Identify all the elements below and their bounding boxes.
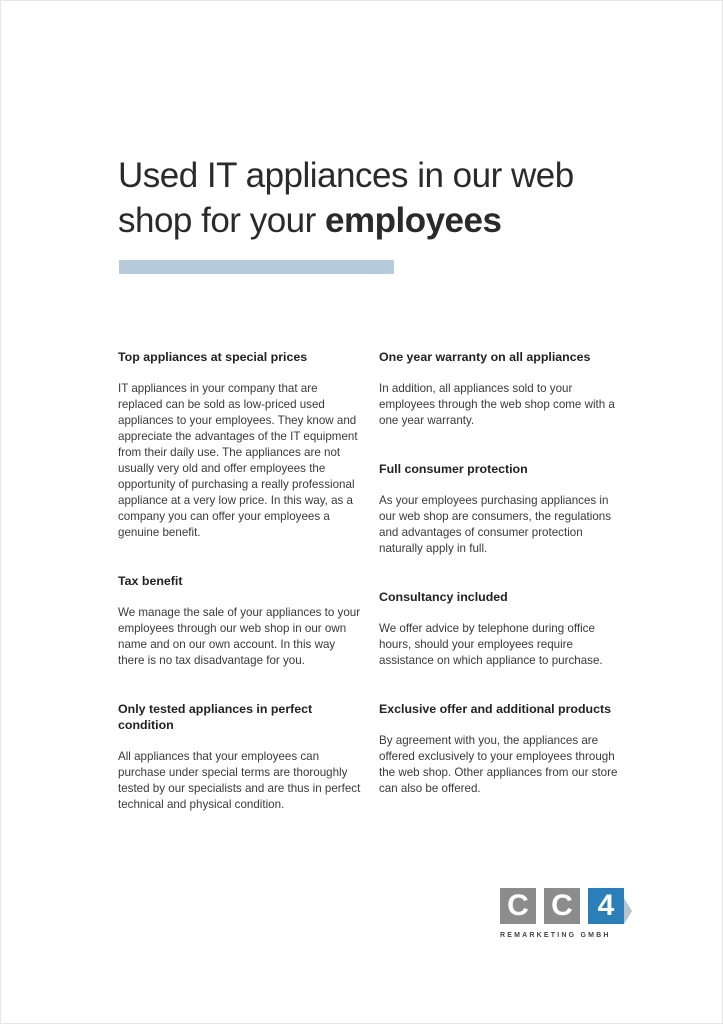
title-line-2-emphasis: employees (325, 201, 502, 240)
section-body: As your employees purchasing appliances in our web shop are consumers, the regulations and advantages of consumer protection naturally apply in full. (379, 494, 612, 555)
right-column (379, 349, 625, 829)
section-heading: Exclusive offer and additional products (379, 702, 612, 716)
title-line-1: Used IT appliances in our web (118, 156, 574, 195)
section-heading: One year warranty on all appliances (379, 350, 591, 364)
company-logo (500, 888, 630, 944)
page-title (118, 153, 638, 243)
title-line-2-prefix: shop for your (118, 201, 325, 240)
section-heading: Full consumer protection (379, 462, 528, 476)
logo-subtitle: REMARKETING GMBH (500, 932, 611, 939)
section-body: In addition, all appliances sold to your employees through the web shop come with a one year warranty. (379, 382, 615, 427)
section-tax-benefit (118, 573, 364, 669)
section-body: IT appliances in your company that are replaced can be sold as low-priced used appliances to your employees. They know and appreciate the advantages of the IT equipment from their daily use. The appliances are not usually very old and offer employees the opportunity of purchasing a really professional appliance at a very low price. In this way, as a company you can offer your employees a genuine benefit. (118, 382, 358, 539)
section-body: We manage the sale of your appliances to your employees through our web shop in our own name and on our own account. In this way there is no tax disadvantage for you. (118, 606, 361, 667)
section-consultancy (379, 589, 625, 669)
section-heading: Consultancy included (379, 590, 508, 604)
section-warranty (379, 349, 625, 429)
logo-digit-four: 4 (588, 888, 624, 924)
section-body: All appliances that your employees can purchase under special terms are thoroughly tested by our specialists and are thus in perfect technical and physical condition. (118, 750, 361, 811)
section-heading: Only tested appliances in perfect condition (118, 702, 313, 732)
logo-arrow-icon (624, 898, 632, 924)
section-top-appliances (118, 349, 364, 541)
section-heading: Tax benefit (118, 574, 183, 588)
section-consumer-protection (379, 461, 625, 557)
section-heading: Top appliances at special prices (118, 350, 308, 364)
logo-letter-c-first: C (500, 888, 536, 924)
section-exclusive-offer (379, 701, 625, 797)
logo-letter-c-second: C (544, 888, 580, 924)
section-tested-appliances (118, 701, 364, 813)
section-body: We offer advice by telephone during office hours, should your employees require assistance on which appliance to purchase. (379, 622, 603, 667)
left-column (118, 349, 364, 845)
accent-bar (119, 260, 394, 274)
section-body: By agreement with you, the appliances are offered exclusively to your employees through the web shop. Other appliances from our store can also be offered. (379, 734, 618, 795)
